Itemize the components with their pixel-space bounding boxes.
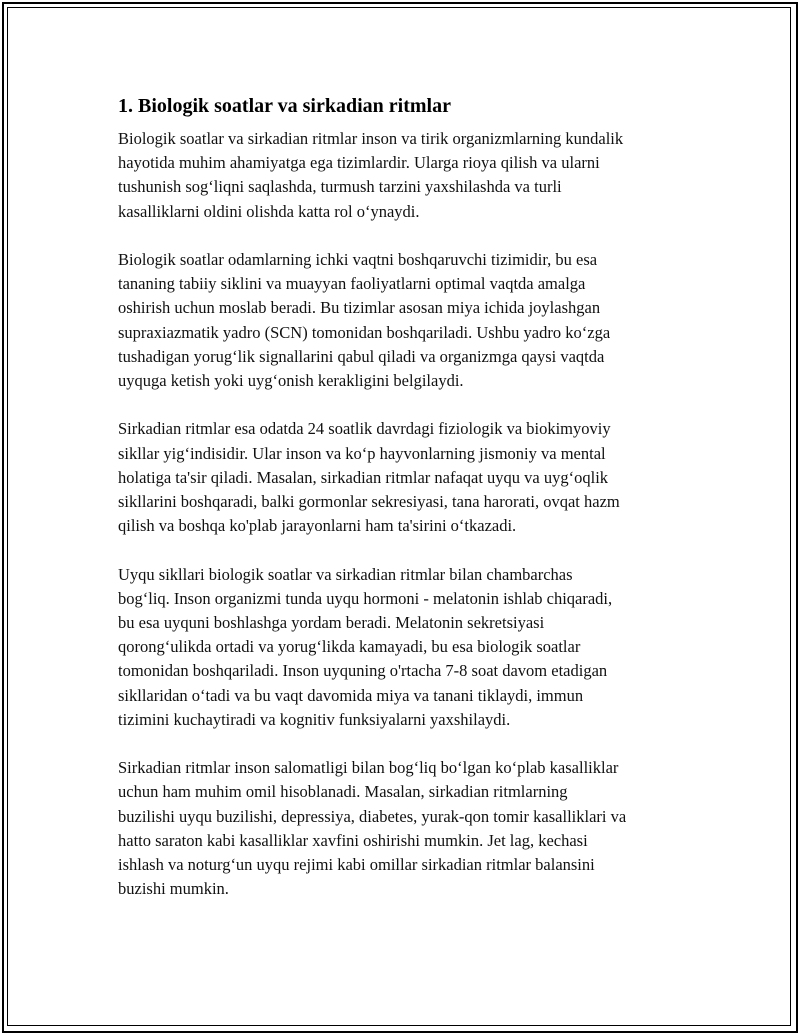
paragraph-line: buzilishi uyqu buzilishi, depressiya, diabetes, yurak-qon tomir kasalliklari va xyxy=(118,806,627,826)
paragraph-line: tushadigan yorug‘lik signallarini qabul qiladi va organizmga qaysi vaqtda xyxy=(118,346,605,366)
paragraph-line: buzishi mumkin. xyxy=(118,879,229,899)
body-paragraph xyxy=(118,248,698,393)
paragraph-line: tushunish sog‘liqni saqlashda, turmush tarzini yaxshilashda va turli xyxy=(118,177,562,197)
paragraph-line: hatto saraton kabi kasalliklar xavfini oshirishi mumkin. Jet lag, kechasi xyxy=(118,830,588,850)
paragraph-line: tomonidan boshqariladi. Inson uyquning o'rtacha 7-8 soat davom etadigan xyxy=(118,661,608,681)
body-paragraph xyxy=(118,756,698,901)
paragraph-line: ishlash va noturg‘un uyqu rejimi kabi omillar sirkadian ritmlar balansini xyxy=(118,855,595,875)
paragraph-line: bu esa uyquni boshlashga yordam beradi. Melatonin sekretsiyasi xyxy=(118,613,545,633)
paragraph-line: holatiga ta'sir qiladi. Masalan, sirkadian ritmlar nafaqat uyqu va uyg‘oqlik xyxy=(118,467,609,487)
paragraph-line: sikllaridan o‘tadi va bu vaqt davomida miya va tanani tiklaydi, immun xyxy=(118,685,584,705)
body-paragraph xyxy=(118,563,698,732)
paragraph-line: Uyqu sikllari biologik soatlar va sirkadian ritmlar bilan chambarchas xyxy=(118,564,573,584)
paragraph-line: supraxiazmatik yadro (SCN) tomonidan boshqariladi. Ushbu yadro ko‘zga xyxy=(118,322,611,342)
paragraph-line: bog‘liq. Inson organizmi tunda uyqu hormoni - melatonin ishlab chiqaradi, xyxy=(118,588,613,608)
paragraph-line: Biologik soatlar odamlarning ichki vaqtni boshqaruvchi tizimidir, bu esa xyxy=(118,250,598,269)
paragraph-line: Biologik soatlar va sirkadian ritmlar inson va tirik organizmlarning kundalik xyxy=(118,129,624,148)
paragraph-line: sikllarini boshqaradi, balki gormonlar sekresiyasi, tana harorati, ovqat hazm xyxy=(118,492,620,512)
section-heading: 1. Biologik soatlar va sirkadian ritmlar xyxy=(118,95,451,117)
paragraph-line: qilish va boshqa ko'plab jarayonlarni ham ta'sirini o‘tkazadi. xyxy=(118,516,517,536)
document-body xyxy=(118,93,698,926)
paragraph-line: qorong‘ulikda ortadi va yorug‘likda kamayadi, bu esa biologik soatlar xyxy=(118,637,581,657)
body-paragraph xyxy=(118,417,698,538)
body-paragraph xyxy=(118,127,698,224)
paragraph-line: uyquga ketish yoki uyg‘onish kerakligini belgilaydi. xyxy=(118,371,464,391)
paragraph-line: Sirkadian ritmlar inson salomatligi bilan bog‘liq bo‘lgan ko‘plab kasalliklar xyxy=(118,758,619,778)
paragraph-line: tizimini kuchaytiradi va kognitiv funksiyalarni yaxshilaydi. xyxy=(118,709,511,729)
paragraph-line: uchun ham muhim omil hisoblanadi. Masalan, sirkadian ritmlarning xyxy=(118,782,568,802)
paragraph-line: Sirkadian ritmlar esa odatda 24 soatlik davrdagi fiziologik va biokimyoviy xyxy=(118,419,611,439)
paragraph-line: tananing tabiiy siklini va muayyan faoliyatlarni optimal vaqtda amalga xyxy=(118,274,586,294)
paragraph-line: kasalliklarni oldini olishda katta rol o‘ynaydi. xyxy=(118,201,420,221)
paragraph-line: sikllar yig‘indisidir. Ular inson va ko‘p hayvonlarning jismoniy va mental xyxy=(118,443,606,463)
paragraph-line: hayotida muhim ahamiyatga ega tizimlardir. Ularga rioya qilish va ularni xyxy=(118,153,600,173)
paragraph-list xyxy=(118,127,698,901)
paragraph-line: oshirish uchun moslab beradi. Bu tizimlar asosan miya ichida joylashgan xyxy=(118,298,601,318)
